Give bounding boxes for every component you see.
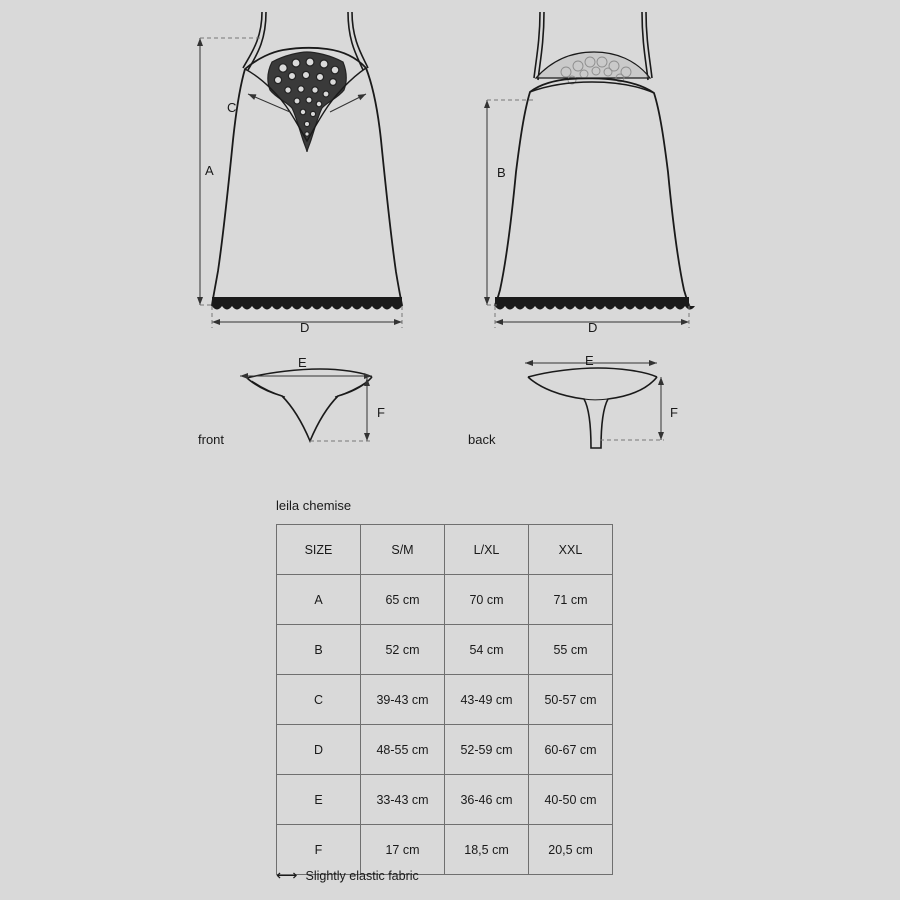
table-cell: 20,5 cm — [529, 825, 613, 875]
table-cell: 17 cm — [361, 825, 445, 875]
elastic-fabric-note-text: Slightly elastic fabric — [305, 868, 419, 883]
table-cell: 60-67 cm — [529, 725, 613, 775]
table-row — [277, 625, 613, 675]
back-thong-illustration — [528, 368, 657, 448]
front-chemise-illustration — [212, 12, 402, 310]
table-cell: B — [277, 625, 361, 675]
table-cell: 33-43 cm — [361, 775, 445, 825]
size-table — [276, 524, 613, 875]
table-cell: 48-55 cm — [361, 725, 445, 775]
label-f-back-thong: F — [670, 405, 678, 420]
table-cell: D — [277, 725, 361, 775]
size-table-section — [276, 498, 612, 875]
table-cell: E — [277, 775, 361, 825]
table-cell: 55 cm — [529, 625, 613, 675]
front-thong-illustration — [247, 369, 372, 441]
table-cell: 39-43 cm — [361, 675, 445, 725]
table-header-cell: S/M — [361, 525, 445, 575]
table-row — [277, 575, 613, 625]
table-header-cell: SIZE — [277, 525, 361, 575]
front-view-label: front — [198, 432, 225, 447]
table-row — [277, 775, 613, 825]
table-cell: 36-46 cm — [445, 775, 529, 825]
back-view-label: back — [468, 432, 496, 447]
table-cell: 50-57 cm — [529, 675, 613, 725]
table-row — [277, 825, 613, 875]
back-chemise-illustration — [495, 12, 695, 310]
label-b-back: B — [497, 165, 506, 180]
table-cell: 52-59 cm — [445, 725, 529, 775]
label-e-front-thong: E — [298, 355, 307, 370]
table-row — [277, 725, 613, 775]
label-e-back-thong: E — [585, 353, 594, 368]
table-cell: 18,5 cm — [445, 825, 529, 875]
table-cell: 70 cm — [445, 575, 529, 625]
dimension-f-front-thong — [310, 378, 370, 441]
table-cell: F — [277, 825, 361, 875]
label-f-front-thong: F — [377, 405, 385, 420]
left-right-arrow-icon: ⟷ — [276, 867, 298, 884]
label-d-front: D — [300, 320, 310, 335]
table-cell: A — [277, 575, 361, 625]
elastic-fabric-note — [276, 868, 419, 883]
table-cell: 52 cm — [361, 625, 445, 675]
table-cell: 54 cm — [445, 625, 529, 675]
table-cell: 43-49 cm — [445, 675, 529, 725]
label-d-back: D — [588, 320, 598, 335]
table-cell: C — [277, 675, 361, 725]
table-header-cell: L/XL — [445, 525, 529, 575]
table-header-row — [277, 525, 613, 575]
table-header-cell: XXL — [529, 525, 613, 575]
table-cell: 65 cm — [361, 575, 445, 625]
product-name: leila chemise — [276, 498, 352, 513]
table-cell: 71 cm — [529, 575, 613, 625]
dimension-f-back-thong — [600, 377, 664, 440]
table-row — [277, 675, 613, 725]
table-cell: 40-50 cm — [529, 775, 613, 825]
label-c-front: C — [227, 100, 237, 115]
dimension-b-back — [487, 100, 534, 305]
label-a-front: A — [205, 163, 214, 178]
